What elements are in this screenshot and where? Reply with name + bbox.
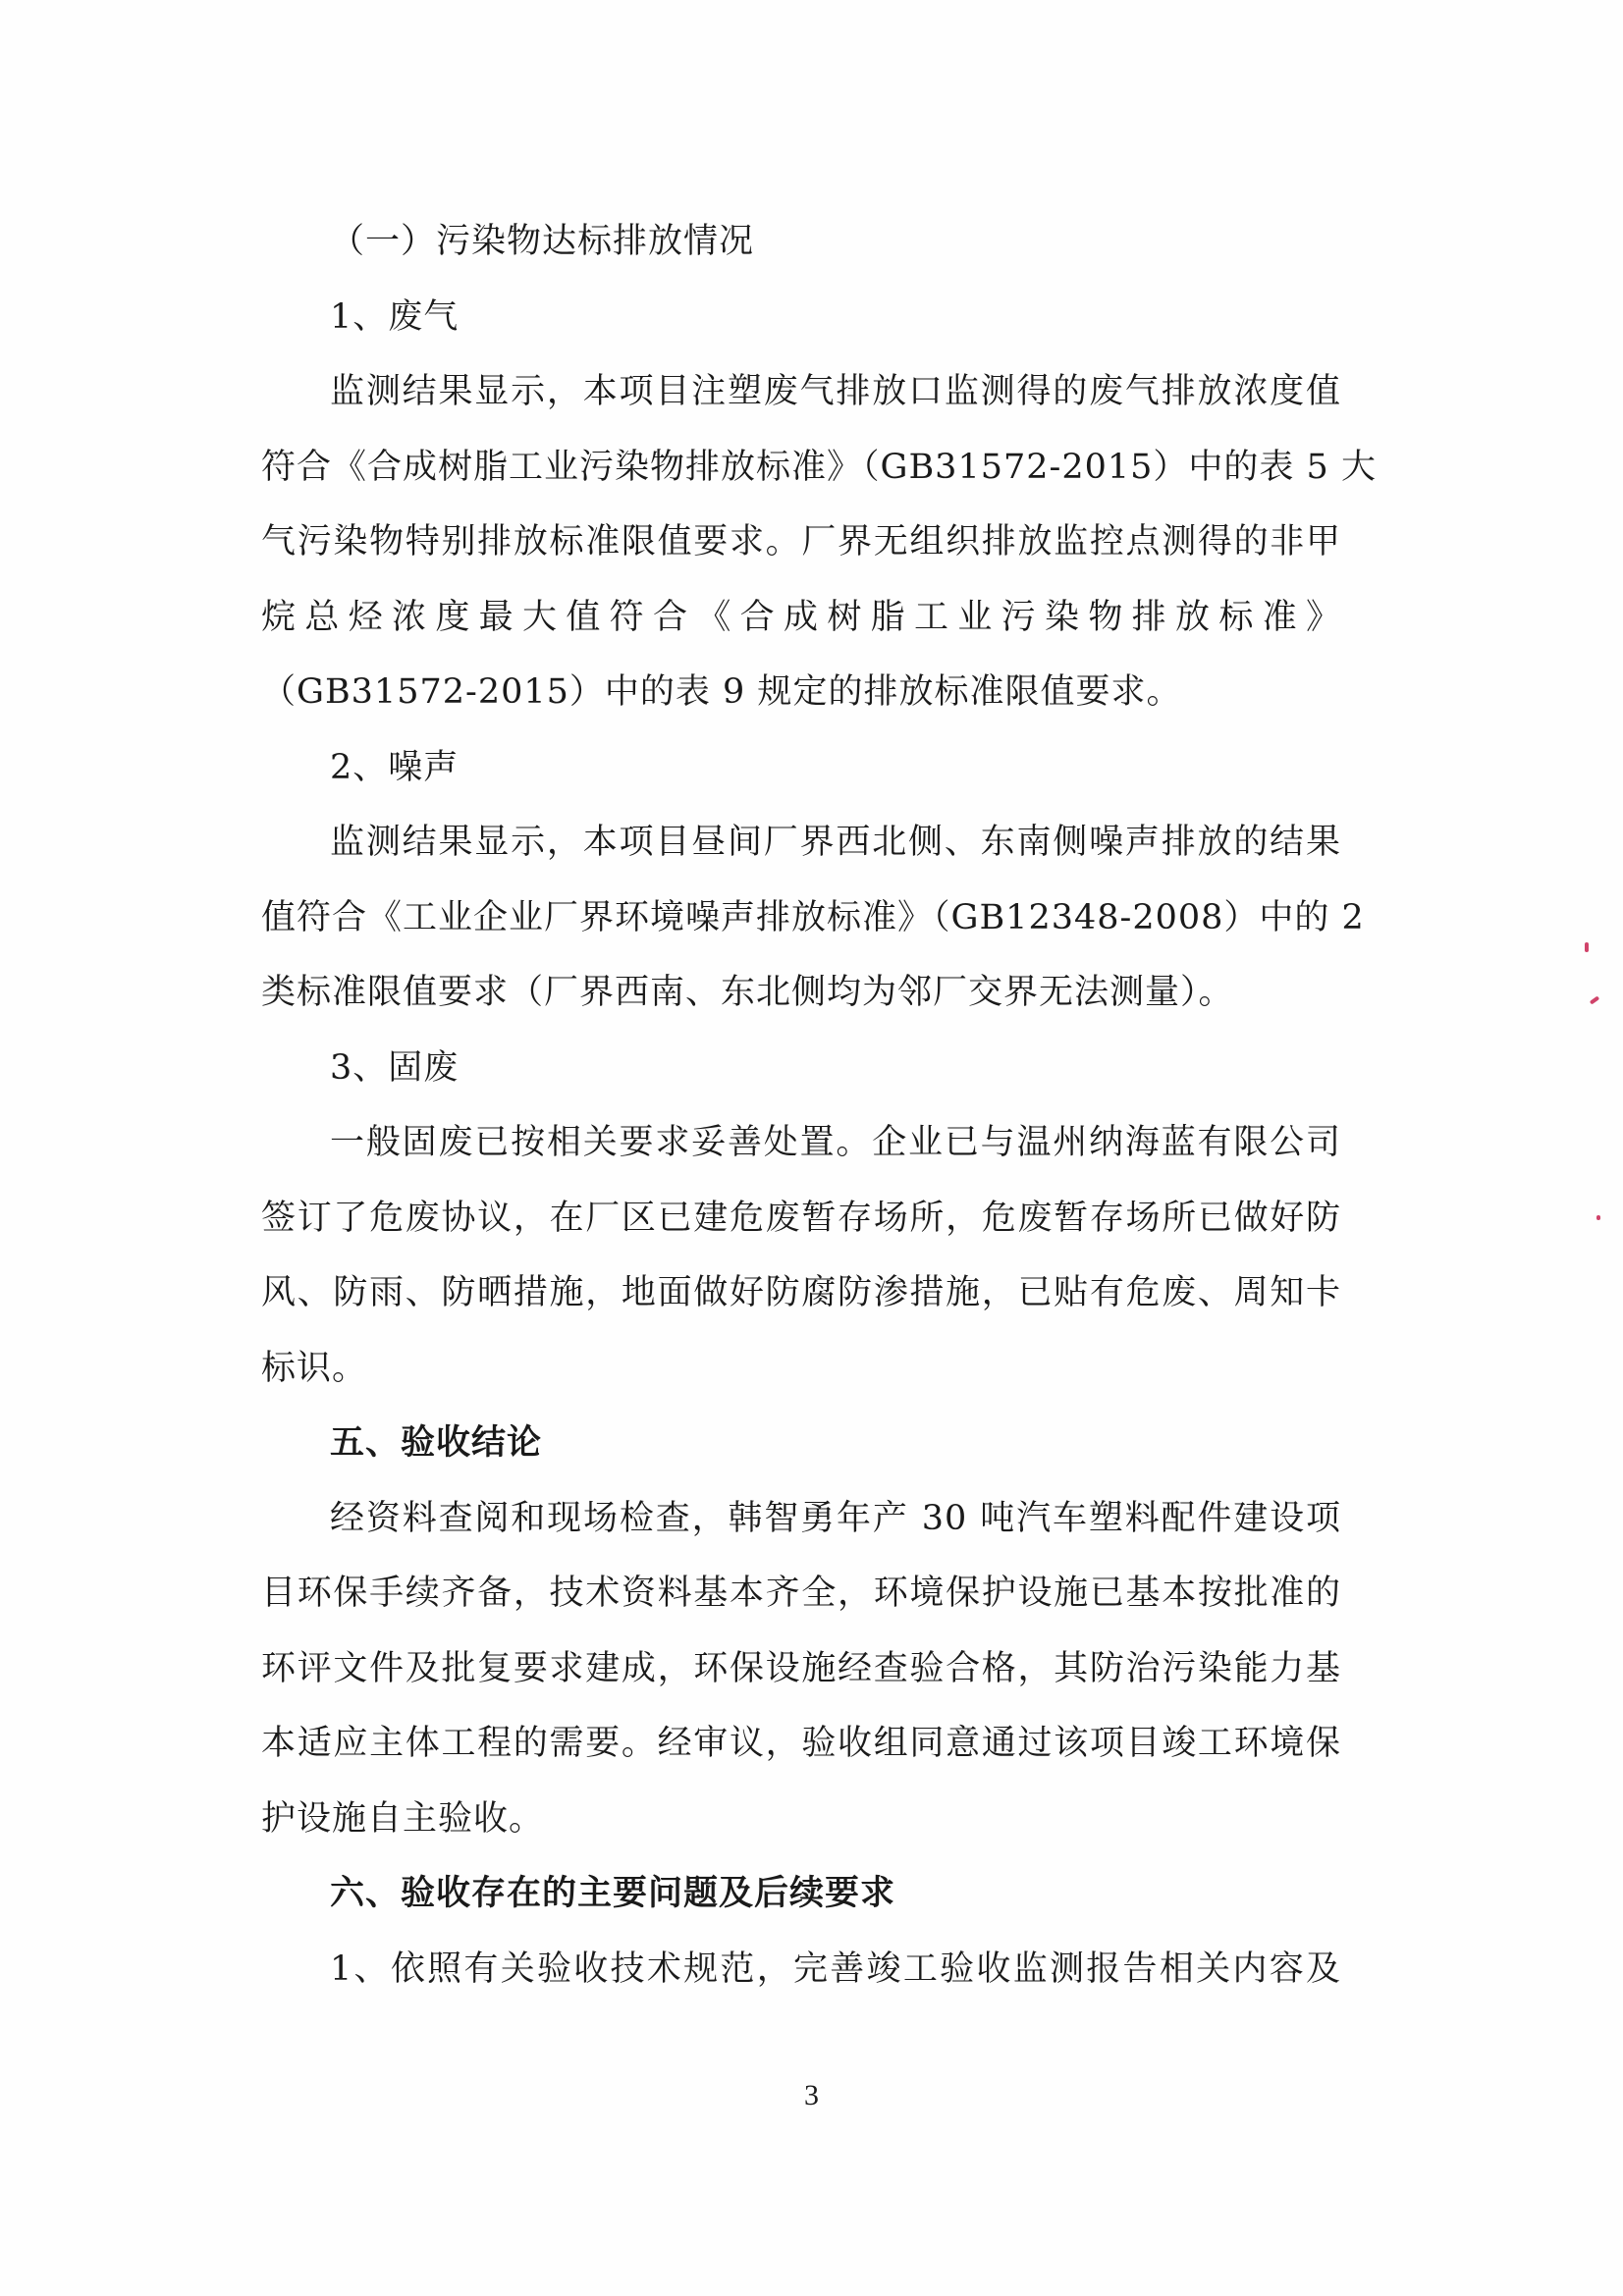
edge-mark: [1585, 942, 1589, 952]
section-heading: （一）污染物达标排放情况: [330, 222, 755, 261]
subheading-solid-waste: 3、固废: [330, 1048, 460, 1088]
edge-mark: [1590, 995, 1599, 1004]
paragraph-line: 监测结果显示，本项目注塑废气排放口监测得的废气排放浓度值: [330, 372, 1341, 411]
paragraph-line: 签订了危废协议，在厂区已建危废暂存场所，危废暂存场所已做好防: [261, 1199, 1341, 1238]
paragraph-line: 环评文件及批复要求建成，环保设施经查验合格，其防治污染能力基: [261, 1649, 1341, 1688]
paragraph-line: 风、防雨、防晒措施，地面做好防腐防渗措施，已贴有危废、周知卡: [261, 1273, 1341, 1312]
paragraph-line: 1、依照有关验收技术规范，完善竣工验收监测报告相关内容及: [330, 1949, 1341, 1989]
section-heading-conclusion: 五、验收结论: [330, 1422, 543, 1463]
edge-mark: [1596, 1215, 1600, 1220]
paragraph-line: 值符合《工业企业厂界环境噪声排放标准》（GB12348-2008）中的 2: [261, 898, 1365, 937]
paragraph-line: 符合《合成树脂工业污染物排放标准》（GB31572-2015）中的表 5 大: [261, 448, 1377, 487]
paragraph-line: 类标准限值要求（厂界西南、东北侧均为邻厂交界无法测量）。: [261, 973, 1234, 1012]
paragraph-line: 烷总烃浓度最大值符合《合成树脂工业污染物排放标准》: [261, 598, 1341, 637]
page-number: 3: [804, 2079, 819, 2111]
subheading-waste-gas: 1、废气: [330, 297, 460, 337]
section-heading-issues: 六、验收存在的主要问题及后续要求: [330, 1873, 896, 1913]
paragraph-line: （GB31572-2015）中的表 9 规定的排放标准限值要求。: [261, 672, 1182, 712]
paragraph-line: 目环保手续齐备，技术资料基本齐全，环境保护设施已基本按批准的: [261, 1574, 1341, 1613]
paragraph-line: 护设施自主验收。: [261, 1799, 545, 1839]
paragraph-line: 经资料查阅和现场检查，韩智勇年产 30 吨汽车塑料配件建设项: [330, 1499, 1341, 1538]
subheading-noise: 2、噪声: [330, 748, 460, 787]
paragraph-line: 监测结果显示，本项目昼间厂界西北侧、东南侧噪声排放的结果: [330, 823, 1341, 862]
paragraph-line: 标识。: [261, 1349, 368, 1388]
paragraph-line: 本适应主体工程的需要。经审议，验收组同意通过该项目竣工环境保: [261, 1724, 1341, 1763]
paragraph-line: 气污染物特别排放标准限值要求。厂界无组织排放监控点测得的非甲: [261, 522, 1341, 561]
paragraph-line: 一般固废已按相关要求妥善处置。企业已与温州纳海蓝有限公司: [330, 1123, 1341, 1162]
